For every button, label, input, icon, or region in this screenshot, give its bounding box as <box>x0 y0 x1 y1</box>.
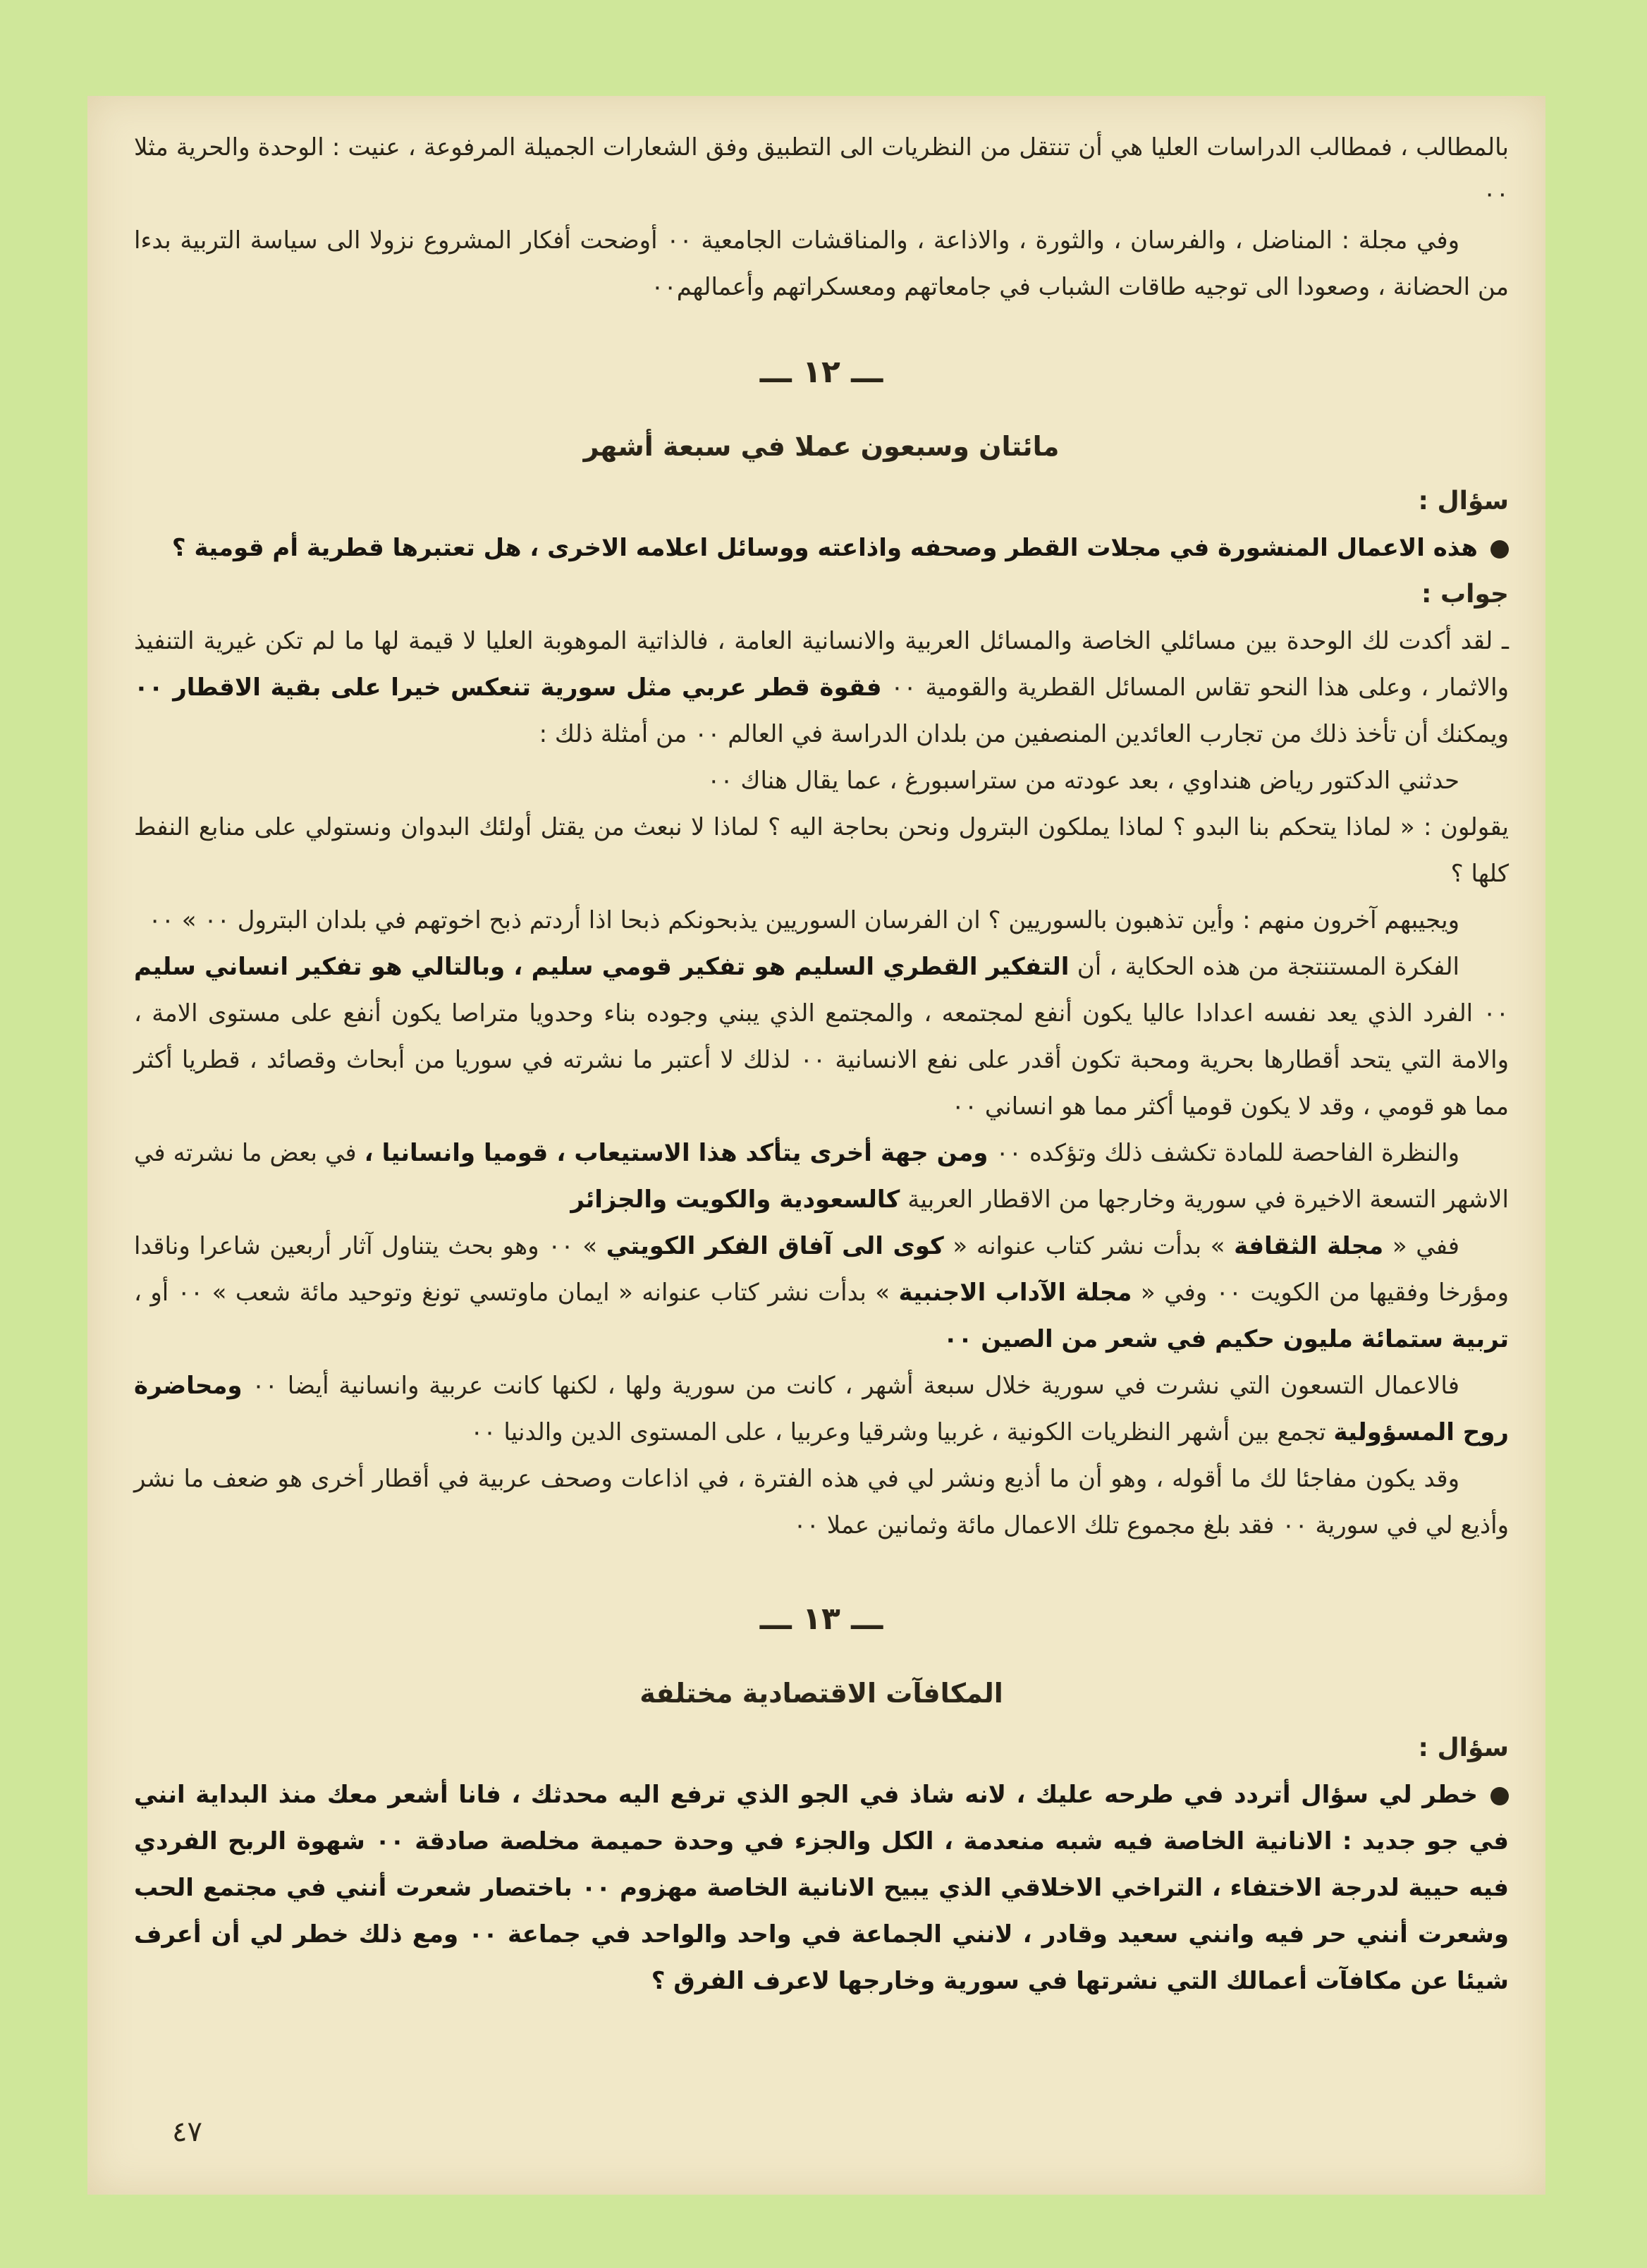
question-label-13: سؤال : <box>1418 1733 1509 1762</box>
answer-paragraph-7 <box>134 1223 1509 1362</box>
question-label-12: سؤال : <box>1418 487 1509 516</box>
answer-p7-text-3: » ٠٠ وهو بحث يتناول آثار أربعين شاعرا وناقدا ومؤرخا وفقيها من الكويت ٠٠ وفي « <box>134 1232 1509 1307</box>
section-12-number: ـــ ١٢ ـــ <box>759 354 883 390</box>
answer-p7-bold-2: كوى الى آفاق الفكر الكويتي <box>606 1232 944 1260</box>
answer-p5-text-1: الفكرة المستنتجة من هذه الحكاية ، أن <box>1077 953 1459 981</box>
answer-paragraph-2: حدثني الدكتور رياض هنداوي ، بعد عودته من ستراسبورغ ، عما يقال هناك ٠٠ <box>707 767 1459 795</box>
bullet-icon <box>1490 540 1509 559</box>
intro-paragraph-1: بالمطالب ، فمطالب الدراسات العليا هي أن تنتقل من النظريات الى التطبيق وفق الشعارات الجميلة المرفوعة ، عنيت : الوحدة والحرية مثلا ٠٠ <box>134 133 1509 208</box>
answer-p8-text-1: فالاعمال التسعون التي نشرت في سورية خلال سبعة أشهر ، كانت من سورية ولها ، لكنها كانت عربية وانسانية أيضا ٠٠ <box>252 1372 1460 1400</box>
answer-p7-bold-4: تربية ستمائة مليون حكيم في شعر من الصين ٠٠ <box>943 1325 1509 1353</box>
answer-label-12: جواب : <box>1421 580 1509 609</box>
page-content <box>134 124 1509 2155</box>
answer-p8-bold-1: ومحاضرة روح المسؤولية <box>134 1372 1509 1446</box>
intro-paragraph-2: وفي مجلة : المناضل ، والفرسان ، والثورة ، والاذاعة ، والمناقشات الجامعية ٠٠ أوضحت أفكار المشروع نزولا الى سياسة التربية بدءا من الحضانة ، وصعودا الى توجيه طاقات الشباب في جامعاتهم ومعسكراتهم وأعمالهم٠٠ <box>134 226 1509 301</box>
answer-p5-text-2: ٠٠ الفرد الذي يعد نفسه اعدادا عاليا يكون أنفع لمجتمعه ، والمجتمع الذي يبني وجوده بناء وحدويا متراصا يكون أنفع على مستوى الامة ، والامة التي يتحد أقطارها بحرية ومحبة تكون أقدر على نفع الانسانية ٠٠ لذلك لا أعتبر ما نشرته في سوريا من أبحاث وقصائد ، قطريا أكثر مما هو قومي ، وقد لا يكون قوميا أكثر مما هو انساني ٠٠ <box>134 999 1509 1121</box>
answer-paragraph-5 <box>134 944 1509 1130</box>
answer-p6-bold-2: كالسعودية والكويت والجزائر <box>570 1185 900 1214</box>
answer-p7-text-4: » بدأت نشر كتاب عنوانه « ايمان ماوتسي تونغ وتوحيد مائة شعب » ٠٠ أو ، <box>134 1279 890 1307</box>
section-13-title: المكافآت الاقتصادية مختلفة <box>639 1678 1003 1709</box>
answer-paragraph-3: يقولون : « لماذا يتحكم بنا البدو ؟ لماذا يملكون البترول ونحن بحاجة اليه ؟ لماذا لا نبعث من يقتل أولئك البدوان ونستولي على منابع النفط كلها ؟ <box>134 813 1509 888</box>
section-13-number: ـــ ١٣ ـــ <box>759 1601 883 1637</box>
question-13 <box>134 1772 1509 2004</box>
answer-p6-bold-1: ومن جهة أخرى يتأكد هذا الاستيعاب ، قوميا وانسانيا ، <box>364 1139 988 1167</box>
question-13-text: خطر لي سؤال أتردد في طرحه عليك ، لانه شاذ في الجو الذي ترفع اليه محدثك ، فانا أشعر معك منذ البداية انني في جو جديد : الانانية الخاصة فيه شبه منعدمة ، الكل والجزء في وحدة حميمة مخلصة صادقة ٠٠ شهوة الربح الفردي فيه حيية لدرجة الاختفاء ، التراخي الاخلاقي الذي يبيح الانانية الخاصة مهزوم ٠٠ باختصار شعرت أنني في مجتمع الحب وشعرت أنني حر فيه وانني سعيد وقادر ، لانني الجماعة في واحد والواحد في جماعة ٠٠ ومع ذلك خطر لي أن أعرف شيئا عن مكافآت أعمالك التي نشرتها في سورية وخارجها لاعرف الفرق ؟ <box>134 1781 1509 1995</box>
answer-p7-bold-1: مجلة الثقافة <box>1234 1232 1384 1260</box>
answer-p6-text-1: والنظرة الفاحصة للمادة تكشف ذلك وتؤكده ٠٠ <box>996 1139 1460 1167</box>
answer-paragraph-6 <box>134 1130 1509 1223</box>
answer-p7-text-1: ففي « <box>1392 1232 1460 1260</box>
answer-paragraph-1 <box>134 618 1509 757</box>
answer-p7-bold-3: مجلة الآداب الاجنبية <box>898 1279 1132 1307</box>
answer-p1-text-1: ـ لقد أكدت لك الوحدة بين مسائلي الخاصة والمسائل العربية والانسانية العامة ، فالذاتية الموهوبة العليا لا قيمة لها ما لم تكن غيرية التنفيذ والاثمار ، وعلى هذا النحو تقاس المسائل القطرية والقومية ٠٠ <box>134 627 1510 702</box>
question-12-text: هذه الاعمال المنشورة في مجلات القطر وصحفه واذاعته ووسائل اعلامه الاخرى ، هل تعتبرها قطرية أم قومية ؟ <box>171 534 1478 562</box>
bullet-icon <box>1490 1787 1509 1805</box>
page-number: ٤٧ <box>172 2116 202 2148</box>
answer-p8-text-2: تجمع بين أشهر النظريات الكونية ، غربيا وشرقيا وعربيا ، على المستوى الدين والدنيا ٠٠ <box>470 1418 1326 1446</box>
answer-paragraph-4: ويجيبهم آخرون منهم : وأين تذهبون بالسوريين ؟ ان الفرسان السوريين يذبحونكم ذبحا اذا أردتم ذبح اخوتهم في بلدان البترول ٠٠ » ٠٠ <box>148 906 1459 934</box>
answer-p7-text-2: » بدأت نشر كتاب عنوانه « <box>953 1232 1225 1260</box>
question-12 <box>134 525 1509 571</box>
answer-p1-text-2: ويمكنك أن تأخذ ذلك من تجارب العائدين المنصفين من بلدان الدراسة في العالم ٠٠ من أمثلة ذلك : <box>539 720 1509 748</box>
section-12-title: مائتان وسبعون عملا في سبعة أشهر <box>583 431 1060 462</box>
answer-p5-bold-1: التفكير القطري السليم هو تفكير قومي سليم ، وبالتالي هو تفكير انساني سليم <box>134 953 1070 981</box>
answer-paragraph-9: وقد يكون مفاجئا لك ما أقوله ، وهو أن ما أذيع ونشر لي في هذه الفترة ، في اذاعات وصحف عربية في أقطار أخرى هو ضعف ما نشر وأذيع لي في سورية ٠٠ فقد بلغ مجموع تلك الاعمال مائة وثمانين عملا ٠٠ <box>134 1465 1509 1540</box>
answer-paragraph-8 <box>134 1362 1509 1456</box>
answer-p6-text-2: في بعض ما نشرته في الاشهر التسعة الاخيرة في سورية وخارجها من الاقطار العربية <box>134 1139 1509 1214</box>
answer-p1-bold-1: فقوة قطر عربي مثل سورية تنعكس خيرا على بقية الاقطار ٠٠ <box>134 673 882 702</box>
